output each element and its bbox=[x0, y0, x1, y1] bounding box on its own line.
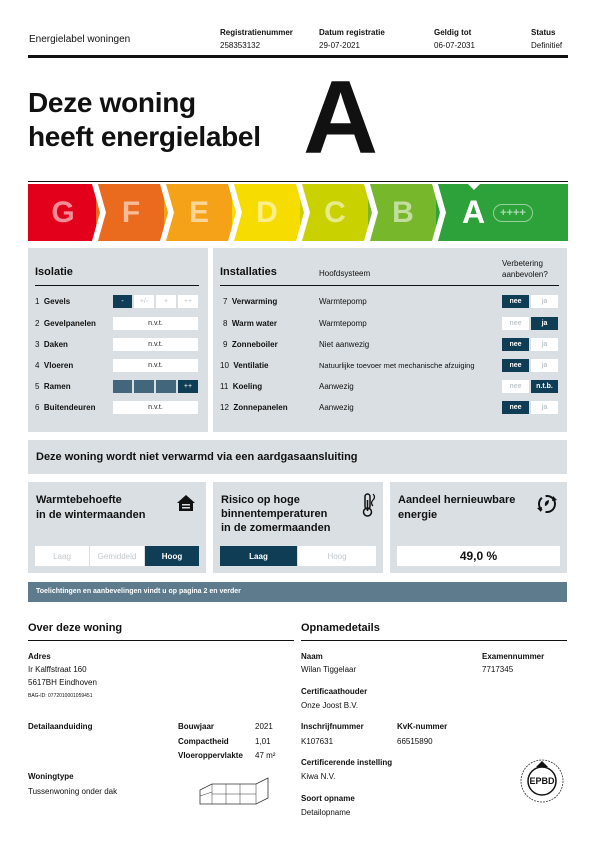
header-date: Datum registratie 29-07-2021 bbox=[319, 28, 385, 50]
gevels-seg-1: - bbox=[113, 295, 132, 308]
certificaathouder-value: Onze Joost B.V. bbox=[301, 701, 359, 710]
spec-vloer-value: 47 m² bbox=[255, 751, 276, 760]
heat-demand-gemiddeld: Gemiddeld bbox=[90, 546, 144, 566]
installatie-row-zonnepanelen: 12 Zonnepanelen bbox=[220, 403, 288, 412]
building-icon bbox=[198, 768, 270, 808]
hero-heading: Deze woning heeft energielabel bbox=[28, 87, 261, 152]
heat-demand-laag: Laag bbox=[35, 546, 89, 566]
plus-badge: ++++ bbox=[493, 204, 533, 222]
gevels-seg-2: +/- bbox=[134, 295, 154, 308]
kvk-label: KvK-nummer bbox=[397, 722, 448, 731]
installatie-row-verwarming: 7 Verwarming bbox=[223, 297, 278, 306]
installaties-col-system: Hoofdsysteem bbox=[319, 269, 371, 278]
hero-label-letter: A bbox=[303, 60, 379, 176]
scale-band-d: D bbox=[232, 184, 302, 241]
epbd-logo bbox=[519, 758, 565, 804]
gas-notice-text: Deze woning wordt niet verwarmd via een aardgasaansluiting bbox=[36, 451, 358, 463]
header-valid-until: Geldig tot 06-07-2031 bbox=[434, 28, 475, 50]
scale-band-c: C bbox=[300, 184, 370, 241]
bag-id: BAG-ID: 0772010001059451 bbox=[28, 693, 93, 699]
renewable-value: 49,0 % bbox=[397, 546, 560, 566]
warm-water-nee: nee bbox=[502, 317, 529, 330]
ventilatie-system: Natuurlijke toevoer met mechanische afzuiging bbox=[319, 361, 475, 370]
ramen-seg-4: ++ bbox=[178, 380, 198, 393]
thermometer-icon bbox=[359, 492, 377, 518]
zonnepanelen-nee: nee bbox=[502, 401, 529, 414]
installaties-panel bbox=[213, 248, 567, 432]
installatie-row-warm-water: 8 Warm water bbox=[223, 319, 277, 328]
certificaathouder-label: Certificaathouder bbox=[301, 687, 368, 696]
isolatie-row-daken: 3 Daken bbox=[35, 340, 68, 349]
house-icon bbox=[176, 493, 196, 513]
gevels-seg-4: ++ bbox=[178, 295, 198, 308]
gevelpanelen-value: n.v.t. bbox=[113, 317, 198, 330]
opname-rule bbox=[301, 640, 567, 641]
naam-value: Wilan Tiggelaar bbox=[301, 665, 357, 674]
verwarming-nee: nee bbox=[502, 295, 529, 308]
isolatie-row-gevels: 1 Gevels bbox=[35, 297, 71, 306]
gevels-seg-3: + bbox=[156, 295, 176, 308]
recycle-icon bbox=[536, 493, 558, 515]
spec-compactheid-label: Compactheid bbox=[178, 737, 229, 746]
overheat-laag: Laag bbox=[220, 546, 297, 566]
ramen-seg-1 bbox=[113, 380, 132, 393]
kvk-value: 66515890 bbox=[397, 737, 433, 746]
installaties-title: Installaties bbox=[220, 266, 277, 278]
inschrijfnummer-label: Inschrijfnummer bbox=[301, 722, 364, 731]
installaties-col-improve: Verbetering aanbevolen? bbox=[502, 259, 548, 279]
about-title: Over deze woning bbox=[28, 622, 123, 634]
document-title: Energielabel woningen bbox=[29, 34, 131, 45]
current-marker-icon bbox=[466, 182, 482, 190]
scale-band-e: E bbox=[164, 184, 234, 241]
scale-band-f: F bbox=[96, 184, 166, 241]
installatie-row-ventilatie: 10 Ventilatie bbox=[220, 361, 269, 370]
examen-value: 7717345 bbox=[482, 665, 514, 674]
about-rule bbox=[28, 640, 294, 641]
isolatie-row-gevelpanelen: 2 Gevelpanelen bbox=[35, 319, 96, 328]
scale-band-g: G bbox=[28, 184, 98, 241]
naam-label: Naam bbox=[301, 652, 323, 661]
koeling-nee: nee bbox=[502, 380, 529, 393]
soort-opname-value: Detailopname bbox=[301, 808, 351, 817]
ventilatie-ja: ja bbox=[531, 359, 558, 372]
woningtype-value: Tussenwoning onder dak bbox=[28, 787, 118, 796]
gas-notice-panel bbox=[28, 440, 567, 474]
address-label: Adres bbox=[28, 652, 51, 661]
installatie-row-koeling: 11 Koeling bbox=[220, 382, 263, 391]
zonnepanelen-system: Aanwezig bbox=[319, 403, 354, 412]
koeling-ntb: n.t.b. bbox=[531, 380, 558, 393]
isolatie-row-vloeren: 4 Vloeren bbox=[35, 361, 74, 370]
zonneboiler-system: Niet aanwezig bbox=[319, 340, 370, 349]
spec-bouwjaar-value: 2021 bbox=[255, 722, 273, 731]
spec-compactheid-value: 1,01 bbox=[255, 737, 271, 746]
isolatie-panel bbox=[28, 248, 208, 432]
zonnepanelen-ja: ja bbox=[531, 401, 558, 414]
ramen-seg-2 bbox=[134, 380, 154, 393]
epbd-logo-text: EPBD bbox=[529, 776, 555, 786]
isolatie-row-buitendeuren: 6 Buitendeuren bbox=[35, 403, 96, 412]
isolatie-divider bbox=[35, 285, 199, 286]
header-registration: Registratienummer 258353132 bbox=[220, 28, 293, 50]
installatie-row-zonneboiler: 9 Zonneboiler bbox=[223, 340, 278, 349]
address-line2: 5617BH Eindhoven bbox=[28, 678, 97, 687]
installaties-divider bbox=[220, 285, 559, 286]
ventilatie-nee: nee bbox=[502, 359, 529, 372]
isolatie-row-ramen: 5 Ramen bbox=[35, 382, 71, 391]
spec-vloer-label: Vloeroppervlakte bbox=[178, 751, 243, 760]
scale-band-a: A ++++ bbox=[436, 184, 568, 241]
address-line1: Ir Kalffstraat 160 bbox=[28, 665, 87, 674]
header-status: Status Definitief bbox=[531, 28, 563, 50]
scale-band-b: B bbox=[368, 184, 438, 241]
koeling-system: Aanwezig bbox=[319, 382, 354, 391]
detail-label: Detailaanduiding bbox=[28, 722, 93, 731]
heat-demand-title: Warmtebehoefte in de wintermaanden bbox=[36, 494, 146, 521]
opname-title: Opnamedetails bbox=[301, 622, 380, 634]
inschrijfnummer-value: K107631 bbox=[301, 737, 334, 746]
scale-top-rule bbox=[28, 181, 568, 182]
verwarming-ja: ja bbox=[531, 295, 558, 308]
vloeren-value: n.v.t. bbox=[113, 359, 198, 372]
examen-label: Examennummer bbox=[482, 652, 545, 661]
certificerende-value: Kiwa N.V. bbox=[301, 772, 336, 781]
heat-demand-hoog: Hoog bbox=[145, 546, 199, 566]
scale-separators bbox=[0, 184, 595, 241]
header-rule bbox=[28, 55, 568, 58]
ramen-seg-3 bbox=[156, 380, 176, 393]
isolatie-title: Isolatie bbox=[35, 266, 73, 278]
woningtype-label: Woningtype bbox=[28, 772, 74, 781]
zonneboiler-nee: nee bbox=[502, 338, 529, 351]
overheat-title: Risico op hoge binnentemperaturen in de zomermaanden bbox=[221, 494, 331, 534]
certificerende-label: Certificerende instelling bbox=[301, 758, 393, 767]
warm-water-system: Warmtepomp bbox=[319, 319, 367, 328]
soort-opname-label: Soort opname bbox=[301, 794, 355, 803]
renewable-title: Aandeel hernieuwbare energie bbox=[398, 494, 516, 521]
renewable-panel bbox=[390, 482, 567, 573]
info-banner-text: Toelichtingen en aanbevelingen vindt u op pagina 2 en verder bbox=[36, 588, 241, 595]
spec-bouwjaar-label: Bouwjaar bbox=[178, 722, 215, 731]
verwarming-system: Warmtepomp bbox=[319, 297, 367, 306]
heat-demand-panel bbox=[28, 482, 206, 573]
daken-value: n.v.t. bbox=[113, 338, 198, 351]
buitendeuren-value: n.v.t. bbox=[113, 401, 198, 414]
overheat-panel bbox=[213, 482, 383, 573]
warm-water-ja: ja bbox=[531, 317, 558, 330]
info-banner bbox=[28, 582, 567, 602]
zonneboiler-ja: ja bbox=[531, 338, 558, 351]
overheat-hoog: Hoog bbox=[298, 546, 376, 566]
